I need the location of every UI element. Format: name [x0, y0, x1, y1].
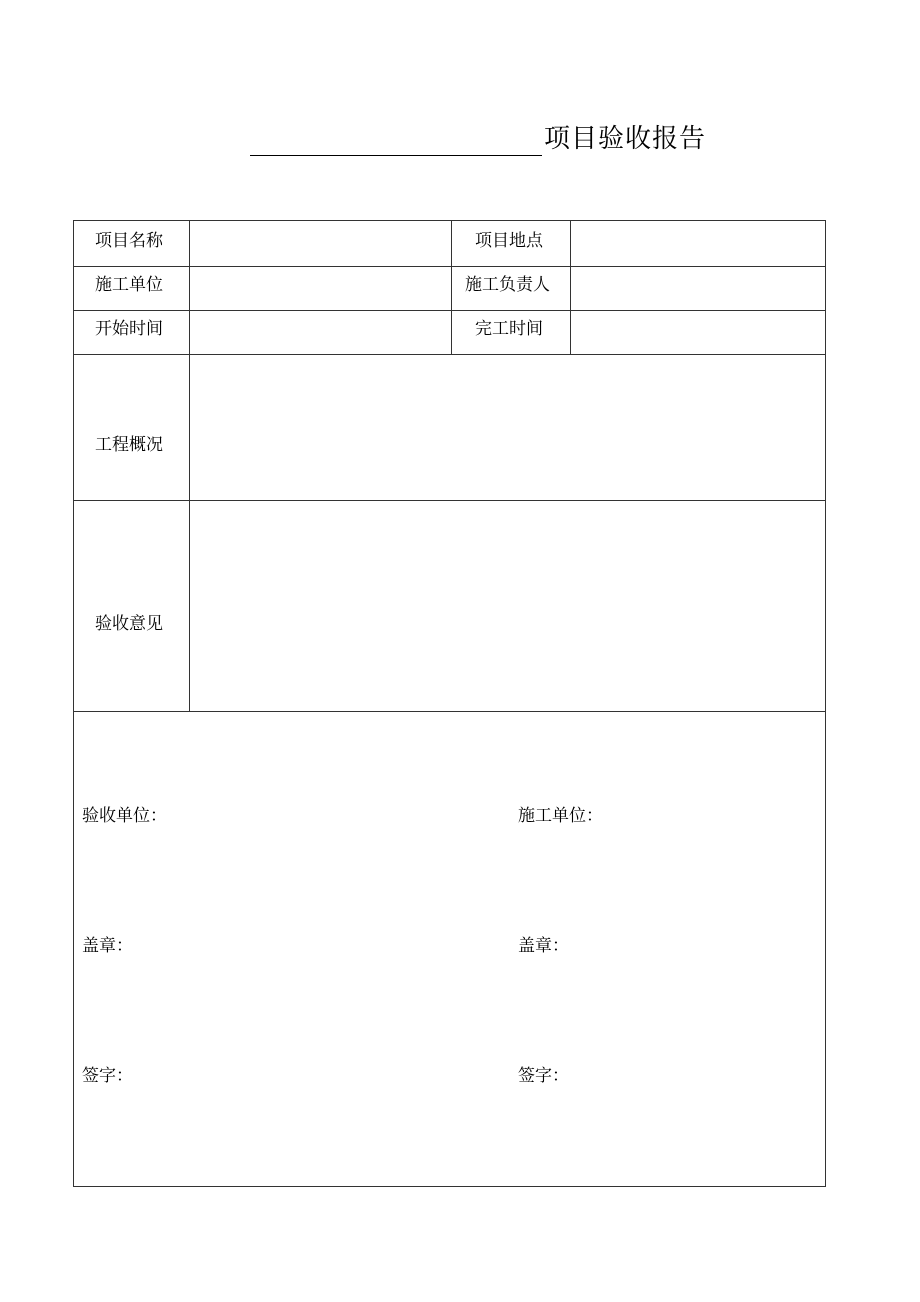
row-divider	[74, 711, 825, 712]
project-name-label: 项目名称	[95, 231, 163, 251]
project-location-label: 项目地点	[475, 231, 543, 251]
construction-unit-sign-label: 施工单位：	[518, 806, 603, 826]
acceptance-unit-label: 验收单位：	[82, 806, 167, 826]
project-name-field[interactable]	[190, 221, 451, 266]
construction-unit-field[interactable]	[190, 267, 451, 310]
overview-field[interactable]	[190, 355, 825, 500]
sign-label-right: 签字：	[518, 1066, 569, 1086]
completion-time-field[interactable]	[571, 311, 825, 354]
sign-label-left: 签字：	[82, 1066, 133, 1086]
opinion-field[interactable]	[190, 501, 825, 711]
construction-unit-label: 施工单位	[95, 275, 163, 295]
column-divider	[451, 221, 452, 354]
construction-manager-field[interactable]	[571, 267, 825, 310]
report-title	[250, 116, 706, 156]
seal-label-right: 盖章：	[518, 936, 569, 956]
opinion-label: 验收意见	[95, 614, 163, 634]
completion-time-label: 完工时间	[475, 319, 543, 339]
overview-label: 工程概况	[95, 435, 163, 455]
title-text: 项目验收报告	[544, 124, 707, 154]
start-time-label: 开始时间	[95, 319, 163, 339]
start-time-field[interactable]	[190, 311, 451, 354]
title-project-blank[interactable]	[250, 121, 542, 156]
seal-label-left: 盖章：	[82, 936, 133, 956]
project-location-field[interactable]	[571, 221, 825, 266]
acceptance-form	[73, 220, 826, 1187]
construction-manager-label: 施工负责人	[465, 275, 550, 295]
